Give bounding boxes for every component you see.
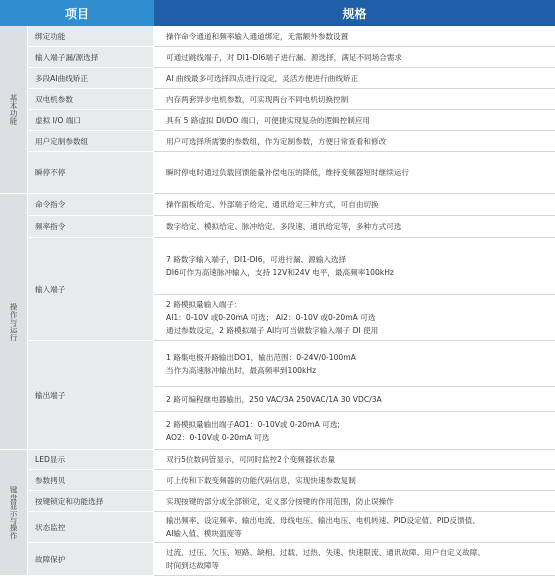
spec-virtual-io	[154, 110, 555, 131]
spec-line: 瞬时停电时通过负载回馈能量补偿电压的降低，维持变频器短时继续运行	[166, 168, 409, 177]
spec-line: DI6可作为高速脉冲输入，支持 12V和24V 电平，最高频率100kHz	[166, 268, 394, 277]
item-virtual-io: 虚拟 I/O 端口	[28, 110, 154, 131]
category-label: 基本功能	[9, 94, 18, 125]
spec-dual-motor	[154, 89, 555, 110]
spec-user-params	[154, 131, 555, 152]
spec-key-lock	[154, 491, 555, 512]
spec-line: 数字给定、模拟给定、脉冲给定、多段速、通讯给定等，多种方式可选	[166, 222, 402, 231]
spec-line: 操作命令通道和频率输入通道绑定，无需额外参数设置	[166, 31, 349, 41]
spec-line: 实现按键的部分或全部锁定，定义部分按键的作用范围，防止误操作	[166, 496, 394, 506]
spec-line: 具有 5 路虚拟 DI/DO 端口，可便捷实现复杂的逻辑控制应用	[166, 115, 371, 125]
spec-power-dip	[154, 152, 555, 194]
item-output-terminals: 输出端子	[28, 341, 154, 450]
item-input-sink-source: 输入端子漏/源选择	[28, 47, 154, 68]
spec-ai-curve	[154, 68, 555, 89]
spec-line: 1 路集电极开路输出DO1，输出范围：0-24V/0-100mA	[166, 352, 356, 362]
header-spec: 规格	[154, 0, 555, 26]
spec-line: AI输入值、模块温度等	[166, 529, 242, 538]
item-user-params: 用户定制参数组	[28, 131, 154, 152]
item-input-terminals: 输入端子	[28, 238, 154, 341]
spec-binding	[154, 26, 555, 47]
spec-line: 双行5位数码管显示，可同时监控2个变频器状态量	[166, 455, 336, 464]
spec-line: 操作面板给定、外部端子给定、通讯给定三种方式，可自由切换	[166, 200, 379, 209]
spec-line: AO2：0-10V或 0-20mA 可选	[166, 432, 270, 442]
item-led-display: LED显示	[28, 450, 154, 470]
item-status-monitor: 状态监控	[28, 512, 154, 543]
spec-output-do	[154, 341, 555, 387]
spec-line: AI 曲线最多可选择四点进行设定，灵活方便进行曲线矫正	[166, 73, 359, 83]
spec-command	[154, 194, 555, 216]
item-dual-motor: 双电机参数	[28, 89, 154, 110]
spec-frequency	[154, 216, 555, 238]
spec-led-display	[154, 450, 555, 470]
spec-line: 2 路模拟量输出端子AO1：0-10V或 0-20mA 可选;	[166, 419, 340, 429]
spec-line: 2 路模拟量输入端子：	[166, 300, 242, 309]
category-label: 操作与运行	[9, 302, 18, 341]
header-item: 项目	[0, 0, 154, 26]
item-ai-curve: 多段AI曲线矫正	[28, 68, 154, 89]
category-label: 键盘显示与操作	[9, 485, 18, 540]
spec-line: 时间到达故障等	[166, 561, 220, 570]
item-param-copy: 参数拷贝	[28, 470, 154, 491]
spec-input-analog	[154, 295, 555, 341]
category-keyboard-display	[0, 450, 28, 576]
spec-line: 内存两套异步电机参数，可实现两台不同电机切换控制	[166, 94, 349, 104]
spec-line: 2 路可编程继电器输出，250 VAC/3A 250VAC/1A 30 VDC/3A	[166, 394, 382, 404]
spec-line: 用户可选择所需要的参数组，作为定制参数，方便日常查看和修改	[166, 136, 387, 146]
category-operation	[0, 194, 28, 450]
spec-line: 可通过跳线端子，对 DI1-DI6端子进行漏、源选择，满足不同场合需求	[166, 52, 403, 62]
spec-line: 输出频率、设定频率、输出电流、母线电压、输出电压、电机转速、PID设定值、PID反馈值、	[166, 516, 480, 525]
category-basic-functions	[0, 26, 28, 194]
item-frequency: 频率指令	[28, 216, 154, 238]
spec-line: AI1：0-10V 或0-20mA 可选； AI2：0-10V 或0-20mA 可选	[166, 313, 376, 322]
item-key-lock: 按键锁定和功能选择	[28, 491, 154, 512]
spec-input-digital	[154, 238, 555, 295]
item-command: 命令指令	[28, 194, 154, 216]
spec-status-monitor	[154, 512, 555, 543]
spec-line: 可上传和下载变频器的功能代码信息，实现快速参数复制	[166, 475, 356, 485]
item-fault-protection: 故障保护	[28, 543, 154, 576]
spec-input-sink-source	[154, 47, 555, 68]
spec-line: 7 路数字输入端子，DI1-DI6，可进行漏、源输入选择	[166, 255, 347, 264]
spec-param-copy	[154, 470, 555, 491]
spec-line: 过流、过压、欠压、短路、缺相、过载、过热、失速、快速限流、通讯故障、用户自定义故障、	[166, 548, 485, 557]
spec-line: 当作为高速脉冲输出时，最高频率到100kHz	[166, 365, 317, 375]
spec-output-analog	[154, 412, 555, 450]
spec-line: 通过参数设定，2 路模拟端子 AI均可当做数字输入端子 DI 使用	[166, 326, 379, 335]
item-power-dip: 瞬停不停	[28, 152, 154, 194]
spec-fault-protection	[154, 543, 555, 576]
spec-output-relay	[154, 387, 555, 412]
item-binding: 绑定功能	[28, 26, 154, 47]
